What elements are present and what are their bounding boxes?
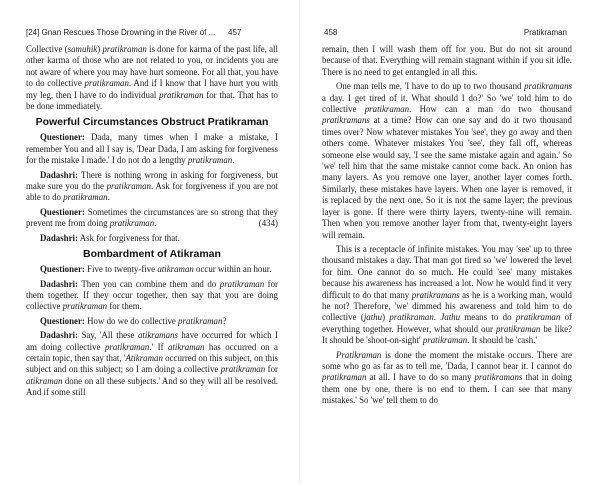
- page-number: 457: [228, 28, 242, 37]
- paragraph: Pratikraman is done the moment the mistake occurs. There are some who go as far as to tell me, 'Dada, I cannot bear it. I cannot do pratikraman at all. I have to do so many pratikramans that in doing them one by one, there is no end to them. I can see that many mistakes.' So 'we' tell them to do: [322, 349, 572, 406]
- paragraph: Dadashri: There is nothing wrong in asking for forgiveness, but make sure you do the pratikraman. Ask for forgiveness if you are not able to do pratikraman.: [26, 169, 278, 203]
- paragraph: Collective (samuhik) pratikraman is done for karma of the past life, all other karma of those who are not related to you, or incidents you are not aware of where you may have hurt someone. For all that, you have to do collective pratikraman. And if I know that I have hurt you with my leg, then I have to do individual pratikraman for that. That has to be done immediately.: [26, 44, 278, 112]
- left-page-header: [26, 26, 286, 40]
- running-title: [24] Gnan Rescues Those Drowning in the River of ...: [26, 28, 216, 37]
- paragraph: Questioner: How do we do collective pratikraman?: [40, 315, 227, 326]
- speaker-label: Dadashri:: [40, 169, 78, 180]
- paragraph: One man tells me, 'I have to do up to two thousand pratikramans a day. I get tired of it. What should I do?' So 'we' told him to do collective pratikraman. How can a man do two thousand pratikramans at a time? How can one say and do it two thousand times over? Now whatever mistakes You 'see', they go away and then others come. Whatever mistakes You 'see', they fall off, whereas someone else would say, 'I see the same mistake again and again.' So 'we' tell him that the same mistake cannot come back. An onion has many layers. As you remove one layer, another layer comes forth. Similarly, these mistakes have layers. When one layer is removed, it is replaced by the next one. So it is not the same layer; the previous layer is gone. If there were thirty layers, twenty-nine will remain. Then when you remove another layer from that, twenty-eight layers will remain.: [322, 81, 572, 240]
- speaker-label: Questioner:: [40, 132, 85, 143]
- section-heading: Powerful Circumstances Obstruct Pratikraman: [35, 116, 269, 129]
- speaker-label: Dadashri:: [40, 232, 78, 243]
- speaker-label: Questioner:: [40, 264, 85, 275]
- paragraph: This is a receptacle of infinite mistakes. You may 'see' up to three thousand mistakes a day. That man got tired so 'we' lowered the level for him. One cannot do so much. He could 'see' many mistakes because his awareness has increased a lot. Now he would find it very difficult to do that many pratikramans as he is a working man, would he not? Therefore, 'we' dimmed his awareness and told him to do collective (jathu) pratikraman. Jathu means to do pratikraman of everything together. However, what should our pratikraman be like? It should be 'shoot-on-sight' pratikraman. It should be 'cash.': [322, 243, 573, 346]
- paragraph: remain, then I will wash them off for you. But do not sit around because of that. Everything will remain stagnant within if you sit idle. There is no need to get entangled in all this.: [322, 44, 572, 77]
- running-title: Pratikraman: [523, 28, 567, 37]
- section-heading: Bombardment of Atikraman: [83, 248, 221, 261]
- reference-number: (434): [258, 218, 278, 229]
- paragraph: Dadashri: Say, 'All these atikramans have occurred for which I am doing collective pratikraman.' If atikraman has occurred on a certain topic, then say that, 'Atikraman occurred on this subject, on this subject and on this subject; so I am doing a collective pratikraman for atikraman done on all these subjects.' And so they will all be resolved. And if some still: [26, 330, 279, 398]
- right-page-header: [312, 26, 567, 40]
- right-page-body: [322, 44, 572, 407]
- paragraph: Dadashri: Ask for forgiveness for that.: [40, 232, 180, 243]
- paragraph: Questioner: Dada, many times when I make a mistake, I remember You and all I say is, 'Dear Dada, I am asking for forgiveness for the mistake I made.' I do not do a lengthy pratikraman.: [26, 132, 278, 166]
- paragraph: Dadashri: Then you can combine them and do pratikraman for them together. If they occur together, then say that you are doing collective pratikraman for them.: [26, 278, 278, 312]
- paragraph: Questioner: Sometimes the circumstances are so strong that they prevent me from doing pratikraman. (434): [26, 206, 278, 229]
- speaker-label: Dadashri:: [40, 330, 78, 341]
- paragraph: Questioner: Five to twenty-five atikraman occur within an hour.: [40, 264, 272, 275]
- page-number: 458: [324, 28, 338, 37]
- speaker-label: Questioner:: [40, 315, 85, 326]
- speaker-label: Dadashri:: [40, 278, 78, 289]
- right-page: [300, 0, 599, 484]
- speaker-label: Questioner:: [40, 206, 85, 217]
- left-page-body: [26, 44, 278, 399]
